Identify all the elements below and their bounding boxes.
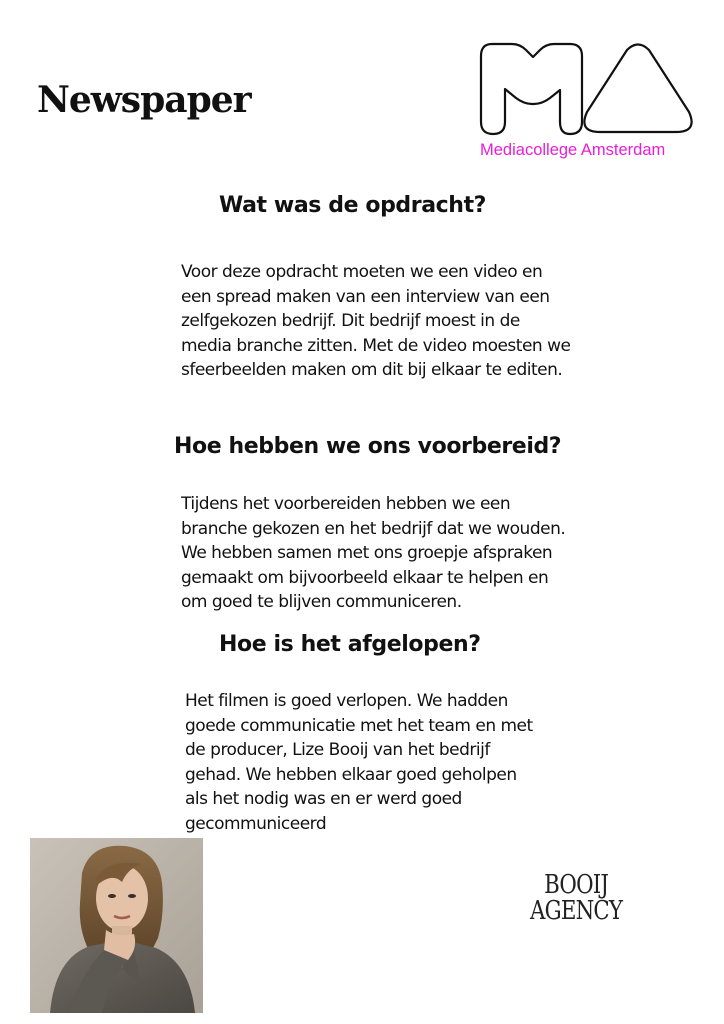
booij-agency-logo — [522, 872, 630, 924]
portrait-photo — [30, 838, 203, 1013]
section-paragraph-opdracht — [181, 260, 570, 383]
paragraph-line: goede communicatie met het team en met — [185, 715, 533, 736]
paragraph-line: gecommuniceerd — [185, 813, 327, 834]
section-heading-voorbereid: Hoe hebben we ons voorbereid? — [174, 434, 562, 459]
paragraph-line: media branche zitten. Met de video moesten we — [181, 335, 571, 356]
paragraph-line: gemaakt om bijvoorbeeld elkaar te helpen en — [181, 567, 549, 588]
page-title: Newspaper — [37, 79, 251, 121]
paragraph-line: een spread maken van een interview van een — [181, 286, 550, 307]
agency-logo-line2: AGENCY — [530, 896, 623, 926]
paragraph-line: als het nodig was en er werd goed — [185, 789, 462, 809]
paragraph-line: We hebben samen met ons groepje afspraken — [181, 543, 553, 563]
section-paragraph-voorbereid — [181, 492, 565, 615]
agency-logo-line1: BOOIJ — [544, 870, 609, 900]
paragraph-line: branche gekozen en het bedrijf dat we wouden. — [181, 518, 566, 539]
paragraph-line: zelfgekozen bedrijf. Dit bedrijf moest in de — [181, 311, 520, 331]
section-heading-afgelopen: Hoe is het afgelopen? — [219, 632, 481, 657]
paragraph-line: Het filmen is goed verlopen. We hadden — [185, 691, 508, 711]
paragraph-line: Voor deze opdracht moeten we een video en — [181, 262, 543, 282]
paragraph-line: om goed te blijven communiceren. — [181, 592, 462, 612]
paragraph-line: de producer, Lize Booij van het bedrijf — [185, 740, 490, 760]
mediacollege-logo-text: Mediacollege Amsterdam — [480, 141, 666, 159]
paragraph-line: sfeerbeelden maken om dit bij elkaar te editen. — [181, 360, 563, 380]
mediacollege-logo-icon — [478, 42, 696, 138]
paragraph-line: Tijdens het voorbereiden hebben we een — [181, 494, 511, 514]
paragraph-line: gehad. We hebben elkaar goed geholpen — [185, 764, 517, 785]
section-paragraph-afgelopen — [185, 689, 533, 836]
section-heading-opdracht: Wat was de opdracht? — [219, 193, 487, 218]
